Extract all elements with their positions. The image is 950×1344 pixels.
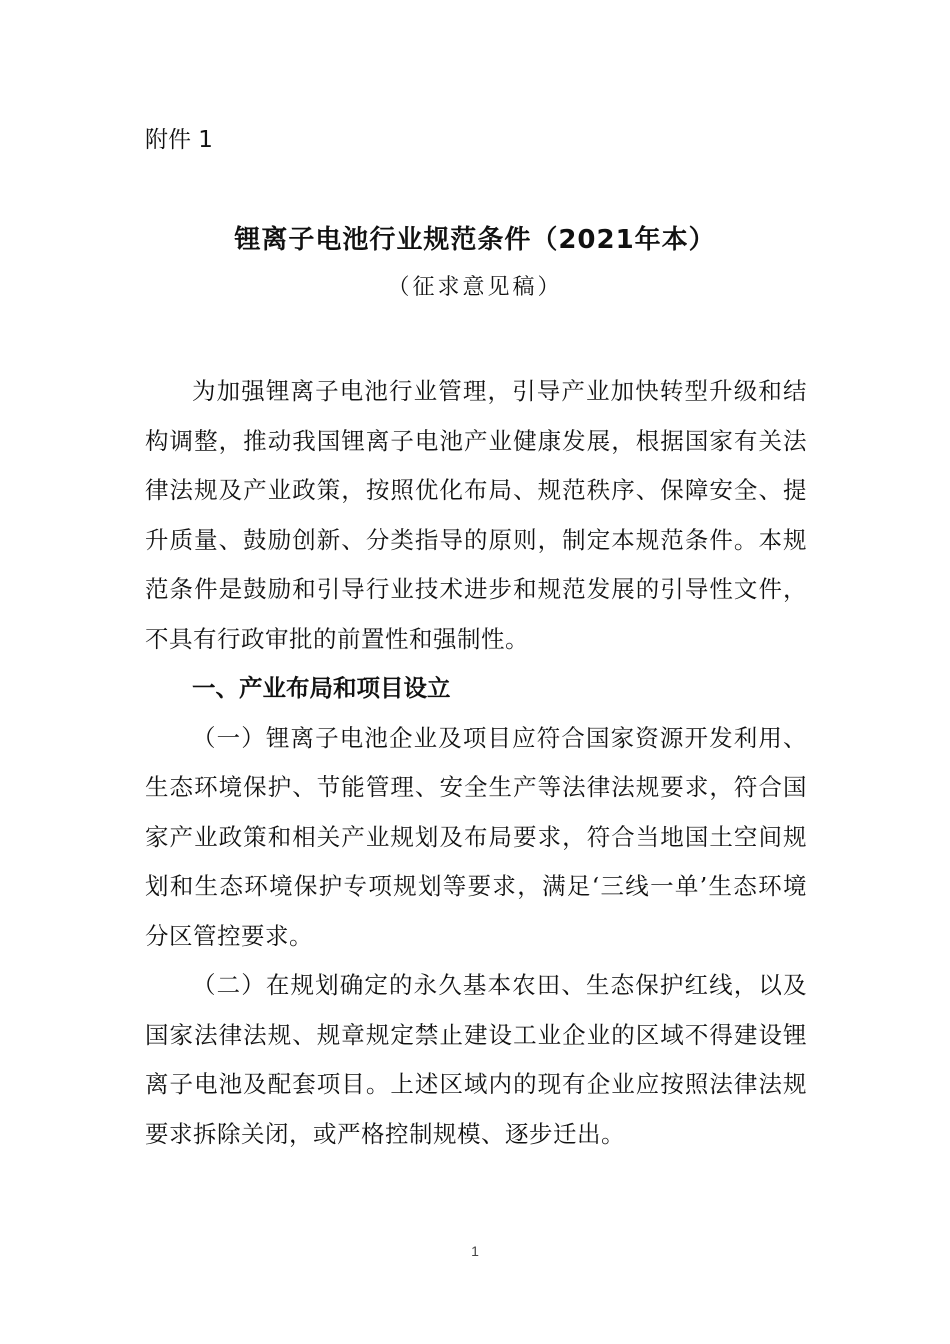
section-item-2: （二）在规划确定的永久基本农田、生态保护红线，以及国家法律法规、规章规定禁止建设工业企业的区域不得建设锂离子电池及配套项目。上述区域内的现有企业应按照法律法规要求拆除关闭，或严格控制规模、逐步迁出。 xyxy=(145,971,807,1148)
document-title: 锂离子电池行业规范条件（2021年本） xyxy=(234,225,716,255)
section-item-1: （一）锂离子电池企业及项目应符合国家资源开发利用、生态环境保护、节能管理、安全生产等法律法规要求，符合国家产业政策和相关产业规划及布局要求，符合当地国土空间规划和生态环境保护专项规划等要求，满足‘三线一单’生态环境分区管控要求。 xyxy=(145,723,807,950)
attachment-label: 附件 1 xyxy=(145,127,213,153)
intro-paragraph: 为加强锂离子电池行业管理，引导产业加快转型升级和结构调整，推动我国锂离子电池产业健康发展，根据国家有关法律法规及产业政策，按照优化布局、规范秩序、保障安全、提升质量、鼓励创新、分类指导的原则，制定本规范条件。本规范条件是鼓励和引导行业技术进步和规范发展的引导性文件，不具有行政审批的前置性和强制性。 xyxy=(145,377,807,653)
document-body xyxy=(145,367,807,1159)
page-number: 1 xyxy=(471,1243,479,1259)
section-heading: 一、产业布局和项目设立 xyxy=(192,674,451,702)
document-subtitle: （征求意见稿） xyxy=(387,275,563,300)
